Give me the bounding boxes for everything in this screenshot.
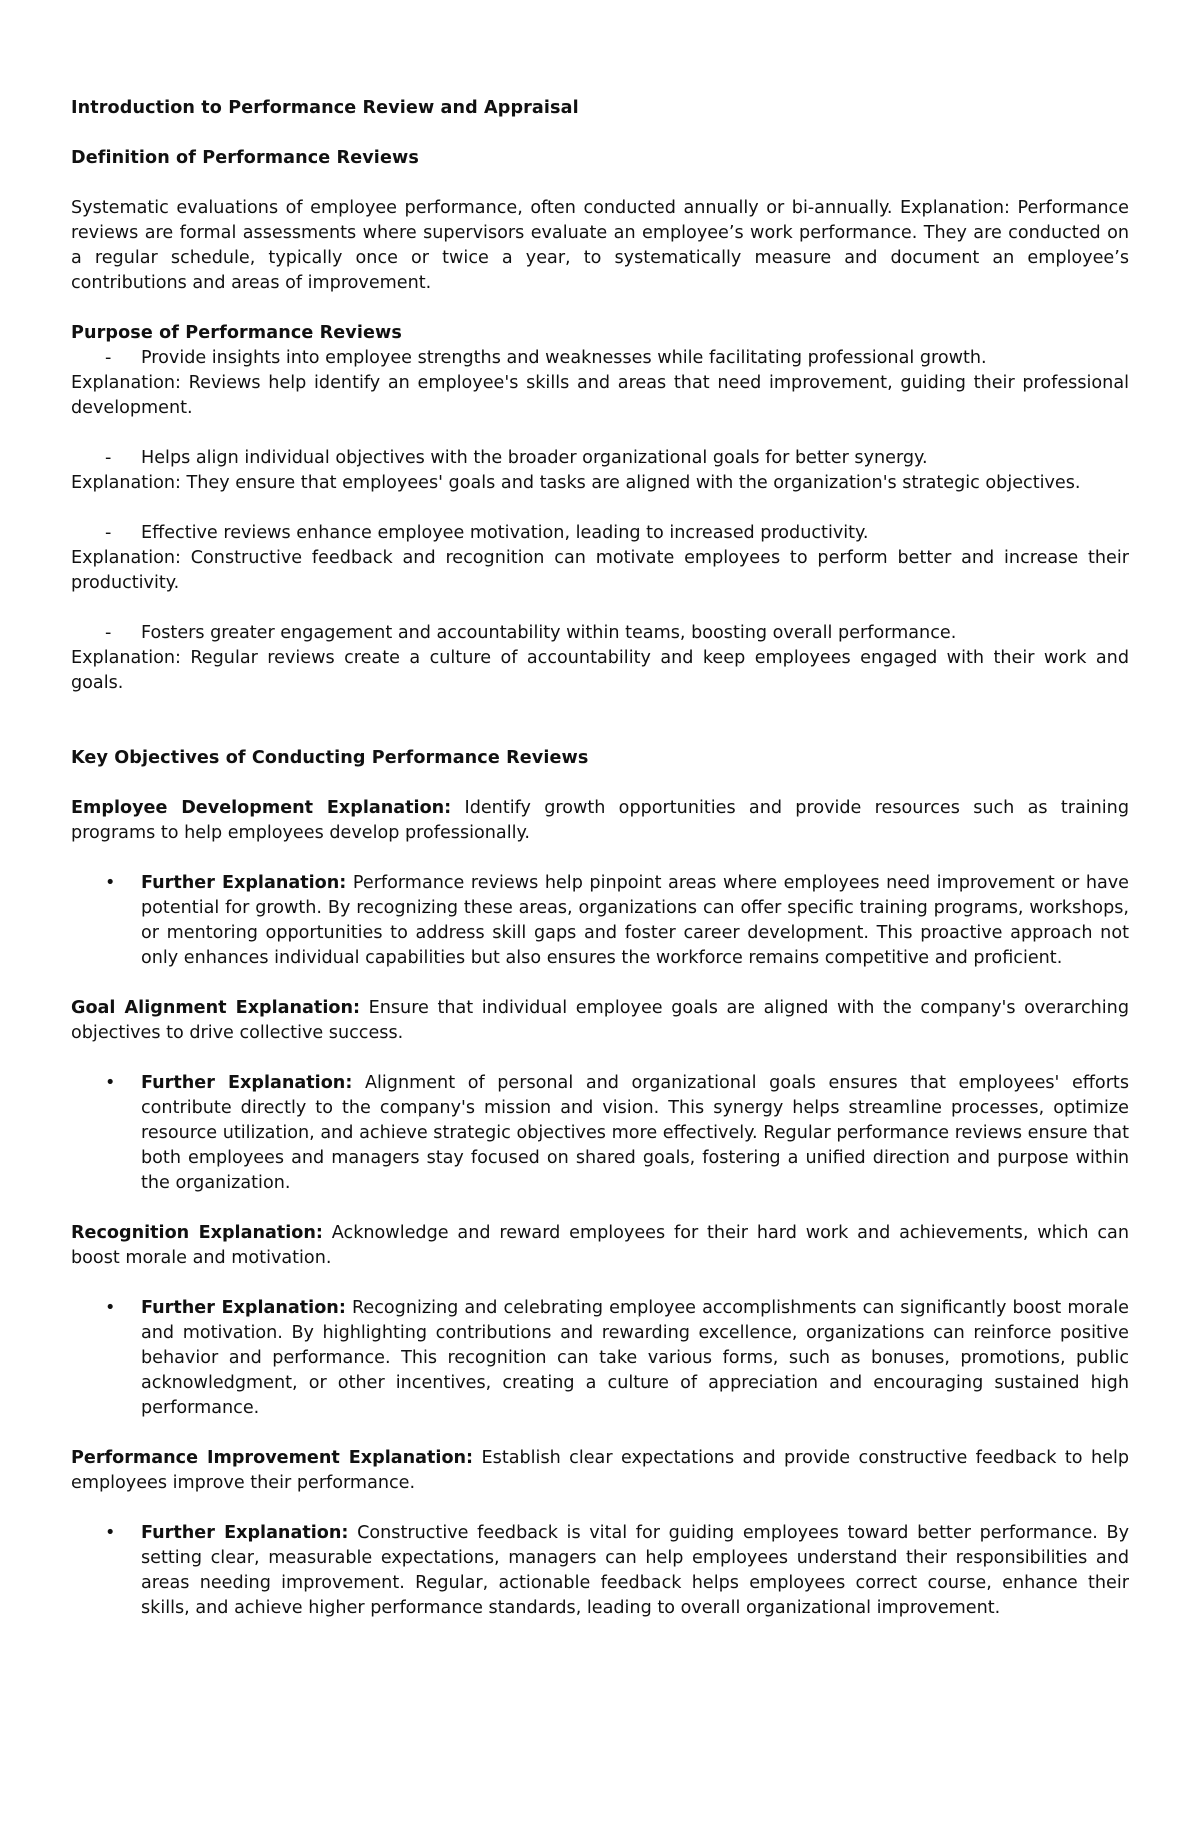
objective-label: Employee Development Explanation: — [71, 798, 452, 818]
dash-marker: - — [105, 348, 112, 368]
purpose-point: Helps align individual objectives with the broader organizational goals for better synergy. — [141, 448, 928, 468]
definition-heading: Definition of Performance Reviews — [71, 148, 419, 168]
objective-text: Acknowledge and reward employees for their hard work and achievements, which can boost morale and motivation. — [71, 1223, 1129, 1268]
purpose-explanation: Explanation: Constructive feedback and recognition can motivate employees to perform better and increase their productivity. — [71, 548, 1129, 593]
dash-marker: - — [105, 623, 112, 643]
further-label: Further Explanation: — [141, 873, 347, 893]
dash-marker: - — [105, 448, 112, 468]
purpose-list-item — [71, 346, 1129, 371]
bullet-icon: • — [105, 1073, 116, 1093]
purpose-list-item — [71, 621, 1129, 646]
further-text: Alignment of personal and organizational goals ensures that employees' efforts contribute directly to the company's mission and vision. This synergy helps streamline processes, optimize resource utilization, and achieve strategic objectives more effectively. Regular performance reviews ensure that both employees and managers stay focused on shared goals, fostering a unified direction and purpose within the organization. — [141, 1073, 1129, 1193]
definition-paragraph: Systematic evaluations of employee performance, often conducted annually or bi-annually. Explanation: Performance reviews are formal assessments where supervisors evaluate an employee’s work performance. They are conducted on a regular schedule, typically once or twice a year, to systematically measure and document an employee’s contributions and areas of improvement. — [71, 198, 1129, 293]
purpose-list-item — [71, 521, 1129, 546]
further-text: Recognizing and celebrating employee accomplishments can significantly boost morale and motivation. By highlighting contributions and rewarding excellence, organizations can reinforce positive behavior and performance. This recognition can take various forms, such as bonuses, promotions, public acknowledgment, or other incentives, creating a culture of appreciation and encouraging sustained high performance. — [141, 1298, 1130, 1418]
objective-text: Ensure that individual employee goals are aligned with the company's overarching objectives to drive collective success. — [71, 998, 1129, 1043]
purpose-explanation: Explanation: Reviews help identify an employee's skills and areas that need improvement, guiding their professional development. — [71, 373, 1129, 418]
objectives-heading: Key Objectives of Conducting Performance Reviews — [71, 748, 589, 768]
objective-label: Performance Improvement Explanation: — [71, 1448, 474, 1468]
dash-marker: - — [105, 523, 112, 543]
purpose-point: Effective reviews enhance employee motivation, leading to increased productivity. — [141, 523, 869, 543]
objective-paragraph — [71, 796, 1129, 846]
objective-paragraph — [71, 1446, 1129, 1496]
further-explanation-item — [71, 1521, 1129, 1621]
further-explanation-item — [71, 1296, 1129, 1421]
objective-paragraph — [71, 996, 1129, 1046]
objective-text: Identify growth opportunities and provide resources such as training programs to help employees develop professionally. — [71, 798, 1129, 843]
further-text: Performance reviews help pinpoint areas where employees need improvement or have potential for growth. By recognizing these areas, organizations can offer specific training programs, workshops, or mentoring opportunities to address skill gaps and foster career development. This proactive approach not only enhances individual capabilities but also ensures the workforce remains competitive and proficient. — [141, 873, 1129, 968]
further-label: Further Explanation: — [141, 1298, 346, 1318]
objective-text: Establish clear expectations and provide constructive feedback to help employees improve their performance. — [71, 1448, 1130, 1493]
purpose-explanation: Explanation: They ensure that employees' goals and tasks are aligned with the organization's strategic objectives. — [71, 473, 1081, 493]
purpose-list-item — [71, 446, 1129, 471]
purpose-point: Fosters greater engagement and accountability within teams, boosting overall performance. — [141, 623, 957, 643]
further-text: Constructive feedback is vital for guiding employees toward better performance. By setting clear, measurable expectations, managers can help employees understand their responsibilities and areas needing improvement. Regular, actionable feedback helps employees correct course, enhance their skills, and achieve higher performance standards, leading to overall organizational improvement. — [141, 1523, 1129, 1618]
further-explanation-item — [71, 871, 1129, 971]
document-title: Introduction to Performance Review and Appraisal — [71, 98, 579, 118]
objective-label: Goal Alignment Explanation: — [71, 998, 361, 1018]
further-label: Further Explanation: — [141, 1523, 349, 1543]
purpose-explanation: Explanation: Regular reviews create a culture of accountability and keep employees engaged with their work and goals. — [71, 648, 1129, 693]
purpose-point: Provide insights into employee strengths and weaknesses while facilitating professional growth. — [141, 348, 987, 368]
further-label: Further Explanation: — [141, 1073, 353, 1093]
bullet-icon: • — [105, 1298, 116, 1318]
objective-paragraph — [71, 1221, 1129, 1271]
further-explanation-item — [71, 1071, 1129, 1196]
objective-label: Recognition Explanation: — [71, 1223, 323, 1243]
bullet-icon: • — [105, 1523, 116, 1543]
bullet-icon: • — [105, 873, 116, 893]
document-body — [71, 96, 1129, 1621]
purpose-heading: Purpose of Performance Reviews — [71, 323, 402, 343]
